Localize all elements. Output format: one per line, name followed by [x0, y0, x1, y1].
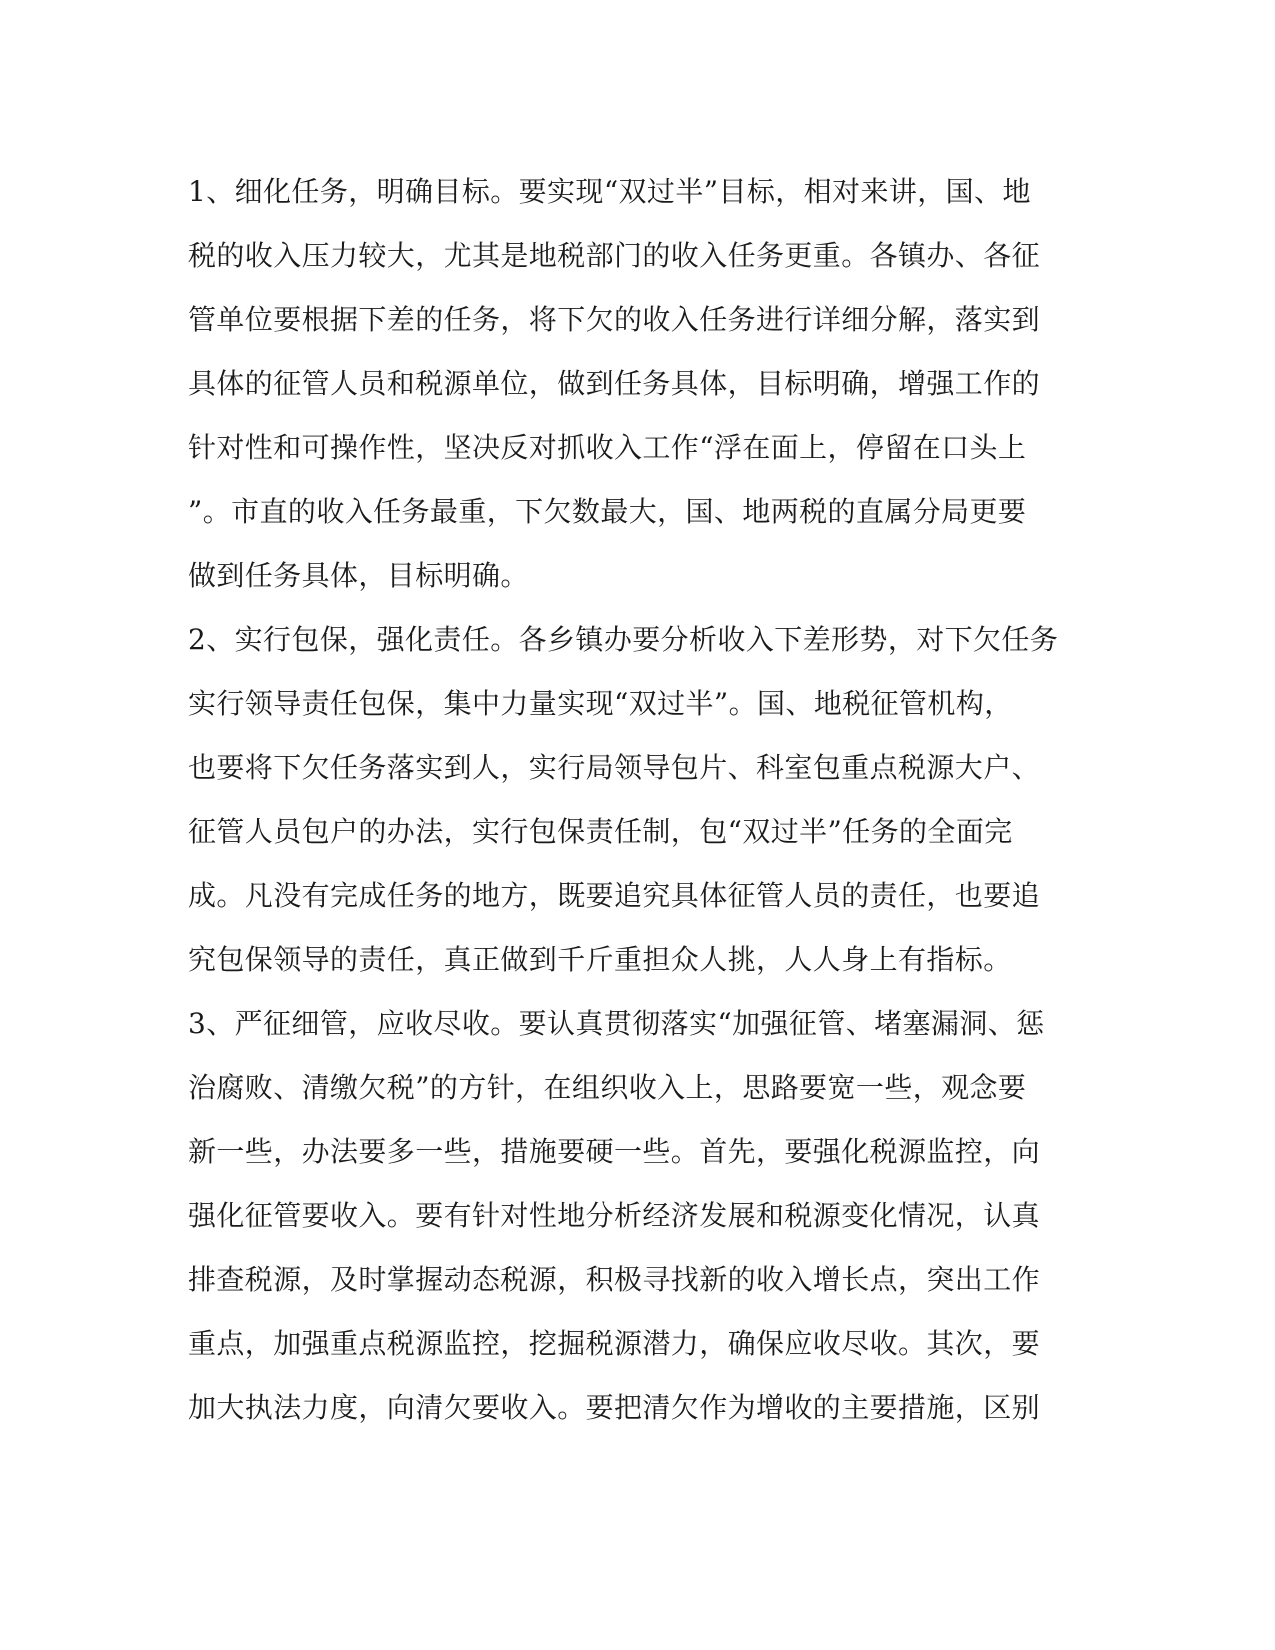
text-line: 管单位要根据下差的任务，将下欠的收入任务进行详细分解，落实到 [188, 303, 1041, 336]
text-line: 实行领导责任包保，集中力量实现“双过半”。国、地税征管机构， [188, 687, 1013, 720]
text-line: 重点，加强重点税源监控，挖掘税源潜力，确保应收尽收。其次，要 [188, 1327, 1041, 1360]
text-line: ”。市直的收入任务最重，下欠数最大，国、地两税的直属分局更要 [188, 495, 1027, 528]
text-line: 1、细化任务，明确目标。要实现“双过半”目标，相对来讲，国、地 [188, 175, 1031, 208]
text-line: 也要将下欠任务落实到人，实行局领导包片、科室包重点税源大户、 [188, 751, 1041, 784]
text-line: 做到任务具体，目标明确。 [188, 559, 529, 592]
text-line: 针对性和可操作性，坚决反对抓收入工作“浮在面上，停留在口头上 [188, 431, 1027, 464]
text-line: 治腐败、清缴欠税”的方针，在组织收入上，思路要宽一些，观念要 [188, 1071, 1027, 1104]
text-line: 究包保领导的责任，真正做到千斤重担众人挑，人人身上有指标。 [188, 943, 1012, 976]
text-line: 新一些，办法要多一些，措施要硬一些。首先，要强化税源监控，向 [188, 1135, 1041, 1168]
text-line: 成。凡没有完成任务的地方，既要追究具体征管人员的责任，也要追 [188, 879, 1041, 912]
text-line: 税的收入压力较大，尤其是地税部门的收入任务更重。各镇办、各征 [188, 239, 1041, 272]
text-line: 具体的征管人员和税源单位，做到任务具体，目标明确，增强工作的 [188, 367, 1041, 400]
text-line: 强化征管要收入。要有针对性地分析经济发展和税源变化情况，认真 [188, 1199, 1041, 1232]
text-line: 3、严征细管，应收尽收。要认真贯彻落实“加强征管、堵塞漏洞、惩 [188, 1007, 1045, 1040]
text-line: 加大执法力度，向清欠要收入。要把清欠作为增收的主要措施，区别 [188, 1391, 1041, 1424]
text-line: 排查税源，及时掌握动态税源，积极寻找新的收入增长点，突出工作 [188, 1263, 1041, 1296]
document-body [188, 160, 1088, 1440]
text-line: 征管人员包户的办法，实行包保责任制，包“双过半”任务的全面完 [188, 815, 1013, 848]
text-line: 2、实行包保，强化责任。各乡镇办要分析收入下差形势，对下欠任务 [188, 623, 1059, 656]
